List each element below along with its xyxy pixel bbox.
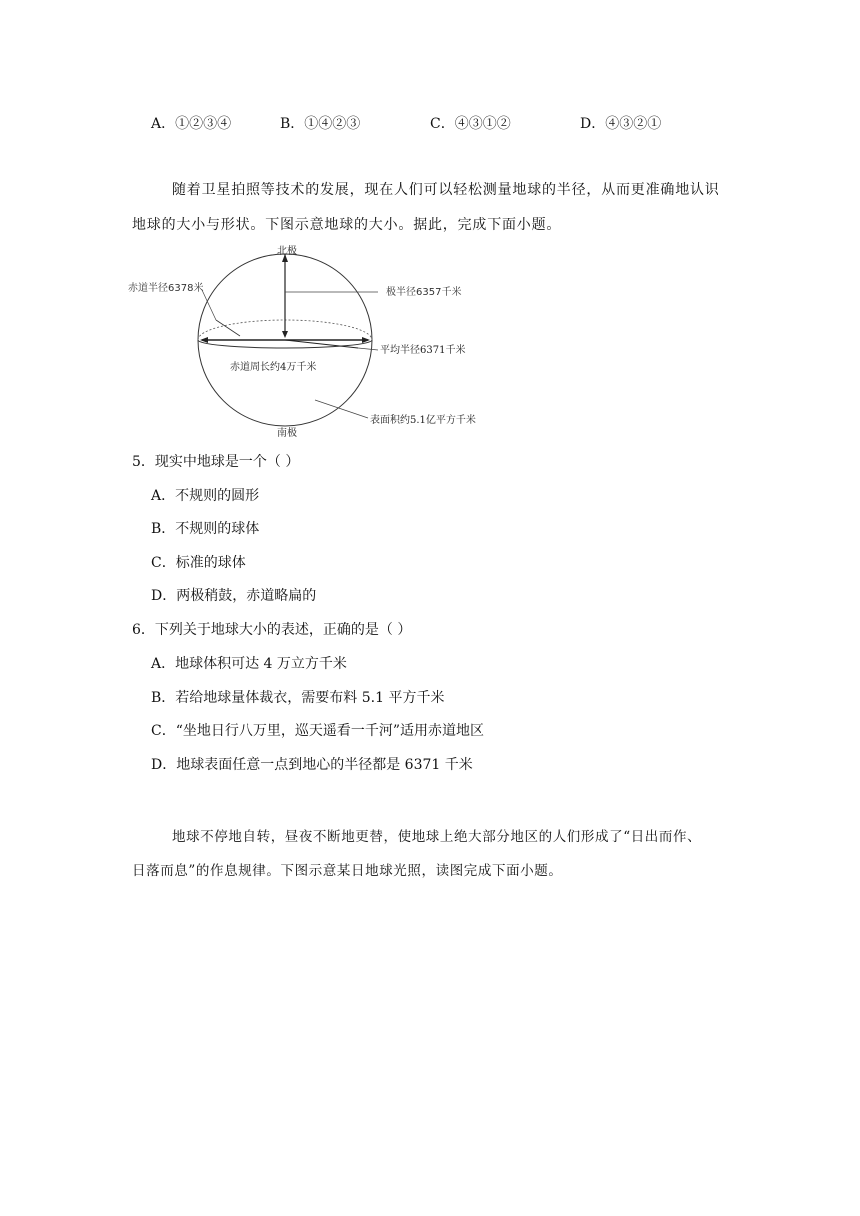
equator-radius-pointer	[202, 290, 216, 320]
prev-option-a: A．①②③④	[151, 116, 232, 132]
question-5-option-d[interactable]: D．两极稍鼓，赤道略扁的	[151, 588, 317, 604]
equator-circumference-label: 赤道周长约4万千米	[230, 362, 317, 373]
question-5-option-c[interactable]: C．标准的球体	[151, 555, 246, 571]
intro-1-line-1: 随着卫星拍照等技术的发展，现在人们可以轻松测量地球的半径，从而更准确地认识	[172, 182, 720, 198]
question-6-option-b[interactable]: B．若给地球量体裁衣，需要布料 5.1 平方千米	[151, 690, 445, 706]
question-6-stem: 6．下列关于地球大小的表述，正确的是（ ）	[132, 622, 412, 638]
prev-option-c: C．④③①②	[430, 116, 511, 132]
question-5-option-a[interactable]: A．不规则的圆形	[151, 488, 260, 504]
question-6-option-d[interactable]: D．地球表面任意一点到地心的半径都是 6371 千米	[151, 757, 473, 773]
question-6-option-a[interactable]: A．地球体积可达 4 万立方千米	[151, 656, 347, 672]
north-pole-label: 北极	[277, 246, 297, 257]
intro-2-line-2: 日落而息”的作息规律。下图示意某日地球光照，读图完成下面小题。	[132, 863, 563, 879]
prev-option-b: B．①④②③	[280, 116, 361, 132]
surface-area-label: 表面积约5.1亿平方千米	[370, 415, 476, 426]
arrow-down-icon	[282, 331, 288, 338]
south-pole-label: 南极	[277, 428, 297, 439]
surface-area-leader	[315, 400, 368, 418]
intro-2-line-1: 地球不停地自转，昼夜不断地更替，使地球上绝大部分地区的人们形成了“日出而作、	[172, 829, 702, 845]
question-6-option-c[interactable]: C．“坐地日行八万里，巡天遥看一千河”适用赤道地区	[151, 723, 485, 739]
equator-radius-leader	[216, 320, 240, 336]
equator-radius-label: 赤道半径6378米	[128, 283, 204, 294]
question-5-stem: 5．现实中地球是一个（ ）	[132, 454, 300, 470]
mean-radius-label: 平均半径6371千米	[380, 345, 466, 356]
polar-radius-label: 极半径6357千米	[386, 287, 462, 298]
question-5-option-b[interactable]: B．不规则的球体	[151, 521, 260, 537]
mean-radius-leader	[358, 348, 378, 350]
earth-size-figure	[120, 240, 480, 440]
intro-1-line-2: 地球的大小与形状。下图示意地球的大小。据此，完成下面小题。	[132, 217, 562, 233]
prev-option-d: D．④③②①	[580, 116, 662, 132]
